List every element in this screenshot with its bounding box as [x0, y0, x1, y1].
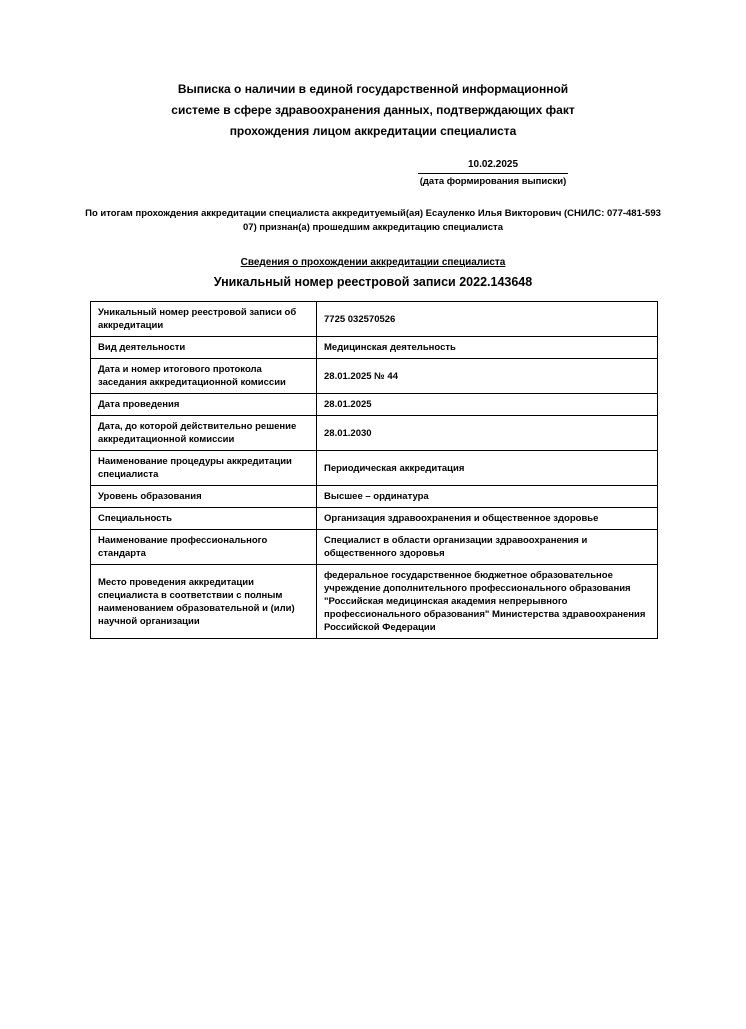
document-title-line: прохождения лицом аккредитации специалиста: [229, 124, 517, 138]
extract-date-block: [418, 159, 568, 187]
table-row: [91, 302, 658, 337]
row-label: Наименование профессионального стандарта: [91, 530, 317, 565]
table-row: [91, 486, 658, 508]
document-title-line: системе в сфере здравоохранения данных, подтверждающих факт: [171, 103, 575, 117]
row-label: Дата проведения: [91, 394, 317, 416]
table-row: [91, 416, 658, 451]
table-row: [91, 359, 658, 394]
row-value: Периодическая аккредитация: [317, 451, 658, 486]
row-value: 28.01.2025 № 44: [317, 359, 658, 394]
row-value: Медицинская деятельность: [317, 337, 658, 359]
row-value: Высшее – ординатура: [317, 486, 658, 508]
accreditation-table-body: [91, 302, 658, 639]
row-label: Наименование процедуры аккредитации специалиста: [91, 451, 317, 486]
accreditation-details-table: [90, 301, 658, 639]
extract-date-caption: (дата формирования выписки): [419, 176, 567, 187]
document-title: [93, 79, 653, 142]
table-row: [91, 451, 658, 486]
row-value: Специалист в области организации здравоохранения и общественного здоровья: [317, 530, 658, 565]
row-label: Дата, до которой действительно решение аккредитационной комиссии: [91, 416, 317, 451]
table-row: [91, 508, 658, 530]
registry-record-heading: Уникальный номер реестровой записи 2022.143648: [213, 275, 533, 289]
row-label: Уровень образования: [91, 486, 317, 508]
table-row: [91, 394, 658, 416]
extract-date-value: 10.02.2025: [418, 159, 568, 174]
table-row: [91, 565, 658, 639]
row-value: 28.01.2025: [317, 394, 658, 416]
row-value: федеральное государственное бюджетное образовательное учреждение дополнительного профессионального образования "Российская медицинская академия непрерывного профессионального образования" Министерства здравоохранения Российской Федерации: [317, 565, 658, 639]
table-row: [91, 337, 658, 359]
row-label: Вид деятельности: [91, 337, 317, 359]
document-title-line: Выписка о наличии в единой государственной информационной: [177, 82, 569, 96]
row-label: Специальность: [91, 508, 317, 530]
row-label: Уникальный номер реестровой записи об аккредитации: [91, 302, 317, 337]
row-value: 7725 032570526: [317, 302, 658, 337]
row-value: 28.01.2030: [317, 416, 658, 451]
accreditation-summary-paragraph: По итогам прохождения аккредитации специалиста аккредитуемый(ая) Есауленко Илья Викторович (СНИЛС: 077-481-593 07) признан(а) прошедшим аккредитацию специалиста: [85, 208, 661, 233]
section-heading: Сведения о прохождении аккредитации специалиста: [240, 257, 506, 268]
row-label: Место проведения аккредитации специалиста в соответствии с полным наименованием образовательной и (или) научной организации: [91, 565, 317, 639]
row-value: Организация здравоохранения и общественное здоровье: [317, 508, 658, 530]
table-row: [91, 530, 658, 565]
row-label: Дата и номер итогового протокола заседания аккредитационной комиссии: [91, 359, 317, 394]
